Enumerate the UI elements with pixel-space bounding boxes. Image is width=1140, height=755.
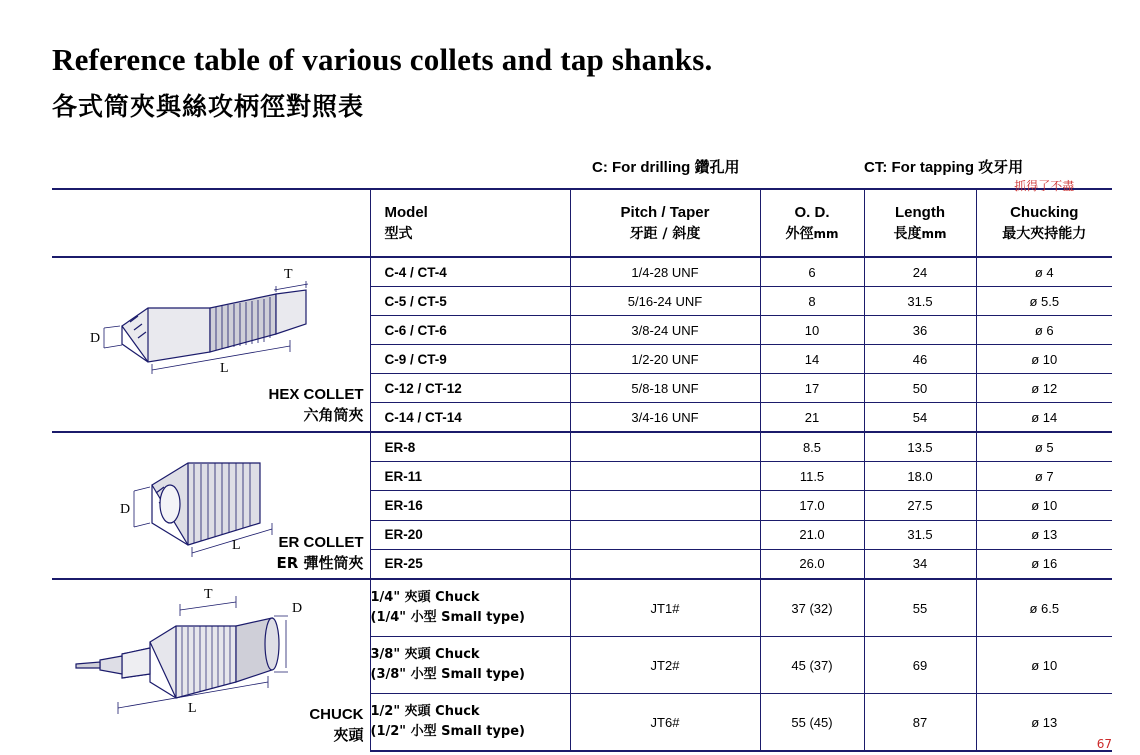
cell-chucking: ø 10 [976,491,1112,520]
cell-od: 45 (37) [760,637,864,694]
legend-drilling: C: For drilling 鑽孔用 [592,159,740,176]
cell-pitch [570,520,760,549]
header-pitch: Pitch / Taper 牙距 / 斜度 [570,189,760,257]
hex-collet-diagram [60,264,360,404]
cell-model: C-6 / CT-6 [370,316,570,345]
cell-model: C-4 / CT-4 [370,257,570,287]
cell-chucking: ø 5.5 [976,287,1112,316]
cell-length: 13.5 [864,432,976,462]
cell-model: C-9 / CT-9 [370,345,570,374]
cell-length: 27.5 [864,491,976,520]
cell-model: ER-8 [370,432,570,462]
cell-od: 11.5 [760,462,864,491]
page-title-chinese: 各式筒夾與絲攻柄徑對照表 [52,92,365,121]
cell-length: 87 [864,694,976,752]
cell-od: 21 [760,403,864,433]
cell-length: 31.5 [864,520,976,549]
cell-chucking: ø 12 [976,374,1112,403]
svg-text:T: T [284,266,293,282]
page-number: 67 [1096,737,1112,751]
cell-pitch [570,491,760,520]
cell-chucking: ø 4 [976,257,1112,287]
chuck-picture-cell [52,579,370,751]
svg-text:T: T [204,586,213,602]
legend-tapping: CT: For tapping 攻牙用 [864,159,1024,176]
cell-length: 34 [864,549,976,579]
cell-pitch: 1/4-28 UNF [570,257,760,287]
cell-chucking: ø 16 [976,549,1112,579]
cell-model: ER-16 [370,491,570,520]
svg-text:D: D [120,502,131,517]
cell-pitch: 3/8-24 UNF [570,316,760,345]
cell-pitch: 5/16-24 UNF [570,287,760,316]
group-label-chuck: CHUCK 夾頭 [309,705,364,744]
page-title-english: Reference table of various collets and tap shanks. [52,42,713,77]
cell-od: 8 [760,287,864,316]
cell-model: ER-20 [370,520,570,549]
svg-text:D: D [90,330,101,346]
table-row [52,579,1112,637]
cell-od: 21.0 [760,520,864,549]
cell-model: C-12 / CT-12 [370,374,570,403]
header-chucking: 抓得了不盡 Chucking 最大夾持能力 [976,189,1112,257]
cell-length: 31.5 [864,287,976,316]
cell-model: 1/4" 夾頭 Chuck (1/4" 小型 Small type) [370,579,570,637]
header-model: Model 型式 [370,189,570,257]
watermark-text: 抓得了不盡 [1014,179,1075,193]
group-label-er-collet: ER COLLET ER 彈性筒夾 [276,534,364,572]
svg-text:L: L [220,360,229,376]
cell-model: C-14 / CT-14 [370,403,570,433]
cell-od: 6 [760,257,864,287]
header-picture-cell [52,189,370,257]
cell-pitch: 3/4-16 UNF [570,403,760,433]
cell-pitch: JT6# [570,694,760,752]
cell-chucking: ø 6 [976,316,1112,345]
cell-od: 26.0 [760,549,864,579]
cell-model: 1/2" 夾頭 Chuck (1/2" 小型 Small type) [370,694,570,752]
cell-od: 17.0 [760,491,864,520]
cell-chucking: ø 10 [976,345,1112,374]
header-length: Length 長度mm [864,189,976,257]
table-row [52,432,1112,462]
cell-chucking: ø 13 [976,520,1112,549]
cell-length: 50 [864,374,976,403]
cell-od: 17 [760,374,864,403]
cell-pitch [570,462,760,491]
cell-pitch [570,432,760,462]
cell-pitch: 5/8-18 UNF [570,374,760,403]
cell-length: 24 [864,257,976,287]
svg-text:L: L [232,538,241,553]
cell-chucking: ø 13 [976,694,1112,752]
cell-chucking: ø 6.5 [976,579,1112,637]
cell-length: 55 [864,579,976,637]
cell-model: 3/8" 夾頭 Chuck (3/8" 小型 Small type) [370,637,570,694]
hex-collet-picture-cell [52,257,370,432]
svg-text:L: L [188,700,197,716]
cell-pitch: JT1# [570,579,760,637]
er-collet-picture-cell [52,432,370,579]
svg-text:D: D [292,600,303,616]
cell-pitch [570,549,760,579]
cell-length: 69 [864,637,976,694]
group-label-hex-collet: HEX COLLET 六角筒夾 [268,385,364,424]
cell-od: 37 (32) [760,579,864,637]
cell-od: 8.5 [760,432,864,462]
cell-length: 36 [864,316,976,345]
table-row [52,257,1112,287]
cell-model: ER-11 [370,462,570,491]
cell-od: 55 (45) [760,694,864,752]
cell-chucking: ø 10 [976,637,1112,694]
header-od: O. D. 外徑mm [760,189,864,257]
cell-chucking: ø 5 [976,432,1112,462]
reference-table [52,179,1112,752]
cell-model: C-5 / CT-5 [370,287,570,316]
cell-od: 10 [760,316,864,345]
cell-length: 46 [864,345,976,374]
cell-chucking: ø 7 [976,462,1112,491]
cell-length: 18.0 [864,462,976,491]
cell-model: ER-25 [370,549,570,579]
cell-od: 14 [760,345,864,374]
table-header-row [52,189,1112,257]
cell-chucking: ø 14 [976,403,1112,433]
cell-pitch: 1/2-20 UNF [570,345,760,374]
cell-pitch: JT2# [570,637,760,694]
cell-length: 54 [864,403,976,433]
